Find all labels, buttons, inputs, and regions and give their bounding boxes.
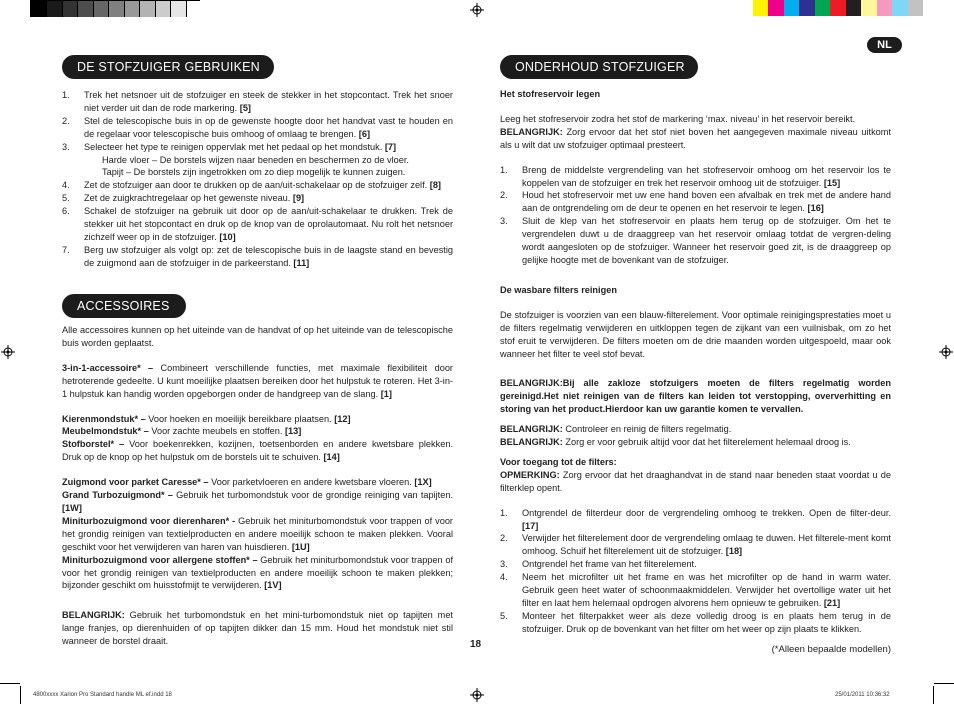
accessory-item — [62, 413, 453, 426]
filters-warning: BELANGRIJK:Bij alle zakloze stofzuigers moeten de filters regelmatig worden gereinigd.Het niet reinigen van de filters kan leiden tot verstopping, oververhitting en storing van het product.Hierdoor kan uw garantie komen te vervallen. — [500, 378, 891, 415]
grayscale-calibration-bar — [30, 0, 200, 17]
list-number: 4. — [62, 180, 70, 191]
figure-ref: [10] — [219, 231, 236, 242]
registration-mark-icon — [470, 3, 484, 17]
figure-ref: [6] — [358, 128, 371, 139]
list-text: Zet de zuigkrachtregelaar op het gewenste niveau. — [84, 193, 293, 204]
registration-mark-icon — [1, 345, 15, 359]
accessories-group-small-tools — [62, 413, 453, 465]
reservoir-heading: Het stofreservoir legen — [500, 89, 601, 99]
figure-ref: [7] — [384, 141, 397, 152]
figure-ref: [17] — [522, 520, 539, 531]
list-text: Schakel de stofzuiger na gebruik uit door op de aan/uit-schakelaar te drukken. Trek de stekker uit het stopcontact en druk op de knop van de oprolautomaat. Nu rolt het netsnoer zichzelf weer op in de stofzuiger. — [84, 206, 453, 242]
list-number: 1. — [500, 507, 508, 518]
list-number: 3. — [62, 141, 70, 152]
color-swatch — [846, 0, 861, 16]
list-item — [62, 179, 453, 192]
list-item — [500, 571, 891, 610]
language-badge: NL — [867, 37, 902, 53]
figure-ref: [16] — [807, 203, 824, 214]
accessory-description: Voor boekenrekken, kozijnen, toetsenborden en andere kwetsbare plekken. Druk op de knop op het hulpstuk om de borstels uit te schuiven. — [62, 439, 454, 463]
accessory-description: Gebruik het miniturbomondstuk voor trappen of voor het grondig reinigen van textielproducten en andere moeilijk schoon te maken plekken. Vooral geschikt voor het verwijderen van haren van huisdieren. — [62, 515, 453, 552]
accessory-name: Miniturbozuigmond voor dierenharen* - — [62, 515, 239, 526]
section-title-usage: DE STOFZUIGER GEBRUIKEN — [62, 55, 274, 79]
color-swatch — [815, 0, 830, 16]
accessories-column — [62, 324, 453, 648]
list-item — [62, 244, 453, 270]
turbo-important-note: BELANGRIJK: Gebruik het turbomondstuk en het mini-turbomondstuk niet op tapijten met lange franjes, op dierenhuiden of op tapijten dikker dan 15 mm. Houd het mondstuk niet stil wanneer de borstel draait. — [62, 610, 453, 647]
list-text: Trek het netsnoer uit de stofzuiger en steek de stekker in het stopcontact. Trek het snoer niet verder uit dan de rode markering. — [84, 90, 453, 113]
section-title-accessories: ACCESSOIRES — [62, 294, 186, 318]
list-number: 3. — [500, 559, 508, 570]
gray-swatch — [155, 1, 170, 17]
color-swatch — [830, 0, 845, 16]
accessory-item — [62, 515, 453, 554]
list-number: 4. — [500, 572, 508, 583]
list-text: Breng de middelste vergrendeling van het stofreservoir omhoog om het reservoir los te koppelen van de stofzuiger en trek het reservoir omhoog uit de stofzuiger. — [522, 164, 891, 188]
accessory-item — [62, 489, 453, 515]
list-text: Neem het microfilter uit het frame en was het microfilter op de hand in warm water. Gebruik geen heet water of schoonmaakmiddelen. Verwijder het overtollige water uit het filter en laat hem helemaal opdrogen alvorens hem opnieuw te gebruiken. — [522, 572, 891, 608]
list-item — [500, 164, 891, 190]
print-file-info: 4800xxxx Xarion Pro Standard handle ML ef.indd 18 — [33, 692, 172, 698]
figure-ref: [15] — [823, 177, 841, 188]
accessory-item — [62, 554, 453, 593]
crop-mark — [934, 683, 954, 684]
list-number: 1. — [500, 164, 508, 175]
color-swatch — [908, 0, 923, 16]
figure-ref: [5] — [239, 102, 251, 113]
list-text: Berg uw stofzuiger als volgt op: zet de telescopische buis in de laagste stand en bevestig de zuigmond aan de stofzuiger in de parkeerstand. — [84, 244, 453, 268]
list-item — [500, 215, 891, 267]
filter-access-note: OPMERKING: Zorg ervoor dat het draaghandvat in de stand naar beneden staat voordat u de filterklep opent. — [500, 469, 891, 493]
list-text: Zet de stofzuiger aan door te drukken op de aan/uit-schakelaar op de stofzuiger zelf. — [84, 180, 430, 191]
list-item — [500, 558, 891, 571]
color-swatch — [892, 0, 907, 16]
crop-mark — [933, 686, 934, 704]
right-column — [500, 88, 891, 636]
accessories-intro: Alle accessoires kunnen op het uiteinde van de handvat of op het uiteinde van de telescopische buis worden geplaatst. — [62, 325, 453, 348]
list-subitem: Harde vloer – De borstels wijzen naar beneden en beschermen zo de vloer. — [102, 154, 409, 165]
list-number: 5. — [500, 610, 508, 621]
list-text: Ontgrendel de filterdeur door de vergrendeling omhoog te trekken. Open de filter-deur. — [522, 507, 891, 518]
accessory-name: Kierenmondstuk* – — [62, 413, 149, 424]
filter-access-heading: Voor toegang tot de filters: — [500, 456, 617, 467]
figure-ref: [8] — [429, 180, 441, 191]
color-swatch — [784, 0, 799, 16]
list-number: 1. — [62, 90, 70, 100]
reservoir-steps-list — [500, 164, 891, 267]
accessory-name: Meubelmondstuk* – — [62, 426, 152, 437]
list-number: 2. — [62, 115, 70, 126]
gray-swatch — [108, 1, 123, 17]
list-text: Houd het stofreservoir met uw ene hand boven een afvalbak en trek met de andere hand aan de ontgrendeling om de deur te openen en het reservoir te legen. — [522, 190, 891, 214]
accessory-item — [62, 425, 453, 438]
registration-mark-icon — [939, 345, 953, 359]
filters-important-1: BELANGRIJK: Controleer en reinig de filters regelmatig. — [500, 424, 732, 435]
crop-mark — [20, 686, 21, 704]
figure-ref: [14] — [323, 452, 340, 463]
list-number: 3. — [500, 216, 508, 227]
color-swatch — [753, 0, 768, 16]
figure-ref: [12] — [334, 413, 351, 424]
list-item — [62, 115, 453, 141]
gray-swatch — [124, 1, 139, 17]
left-column — [62, 89, 453, 270]
print-date-info: 25/01/2011 10:36:32 — [835, 692, 890, 698]
figure-ref: [18] — [725, 546, 743, 557]
accessory-item — [62, 476, 453, 489]
accessory-description: Voor zachte meubels en stoffen. — [151, 426, 285, 437]
color-calibration-bar — [753, 0, 923, 17]
accessory-item — [62, 438, 453, 464]
list-number: 2. — [500, 190, 508, 201]
list-item — [500, 189, 891, 215]
reservoir-intro: Leeg het stofreservoir zodra het stof de markering ‘max. niveau’ in het reservoir bereikt. — [500, 113, 856, 124]
list-item — [62, 192, 453, 205]
accessories-group-nozzles — [62, 476, 453, 592]
list-text: Stel de telescopische buis in op de gewenste hoogte door het handvat vast te houden en de regelaar voor telescopische buis omhoog of omlaag te brengen. — [84, 115, 453, 139]
figure-ref: [9] — [292, 193, 305, 204]
gray-swatch — [170, 1, 185, 17]
list-number: 5. — [62, 193, 70, 204]
figure-ref: [1U] — [291, 541, 310, 552]
accessory-name: Grand Turbozuigmond* – — [62, 490, 177, 501]
accessory-name: Miniturbozuigmond voor allergene stoffen* – — [62, 554, 261, 565]
gray-swatch — [77, 1, 92, 17]
list-text: Selecteer het type te reinigen oppervlak met het pedaal op het mondstuk. — [84, 141, 385, 152]
gray-swatch — [93, 1, 108, 17]
accessory-description: Voor hoeken en moeilijk bereikbare plaatsen. — [148, 413, 335, 424]
accessory-name: Zuigmond voor parket Caresse* – — [62, 477, 212, 488]
list-text: Sluit de klep van het stofreservoir en plaats hem terug op de stofzuiger. Om het te vergrendelen duwt u de draaggreep van het reservoir omlaag totdat de vergren-deling wordt aangesloten op de stofzuiger. Wanneer het reservoir goed zit, is de draaggreep op gelijke hoogte met de bovenkant van de stofzuiger. — [522, 216, 891, 265]
filters-intro: De stofzuiger is voorzien van een blauw-filterelement. Voor optimale reinigingsprestaties moet u de filters regelmatig verwijderen en uitkloppen tegen de zijkant van een vuilnisbak, om zo het stof eruit te verwijderen. De filters moeten om de drie maanden worden uitgespoeld, maar ook wanneer het filter te veel stof bevat. — [500, 309, 891, 359]
gray-swatch — [186, 1, 201, 17]
figure-ref: [1X] — [414, 477, 432, 488]
filters-important-2: BELANGRIJK: Zorg er voor gebruik altijd voor dat het filterelement helemaal droog is. — [500, 437, 851, 448]
list-number: 6. — [62, 206, 70, 217]
color-swatch — [877, 0, 892, 16]
list-text: Monteer het filterpakket weer als deze volledig droog is en plaats hem terug in de stofzuiger. Druk op de bovenkant van het filter om het weer op zijn plaats te klikken. — [522, 610, 891, 634]
list-item — [62, 205, 453, 244]
accessory-3in1: 3-in-1-accessoire* – Combineert verschillende functies, met maximale flexibiliteit door hetroterende gedeelte. U kunt moeilijke plaatsen bereiken door het hulpstuk te roteren. Het 3-in-1 hulpstuk kan handig worden opgeborgen onder de handgreep van de slang. [1] — [62, 362, 453, 399]
accessory-name: Stofborstel* – — [62, 439, 130, 450]
page-number: 18 — [470, 639, 482, 650]
color-swatch — [861, 0, 876, 16]
gray-swatch — [46, 1, 61, 17]
figure-ref: [1V] — [264, 580, 282, 591]
list-item — [62, 141, 453, 154]
list-item — [500, 532, 891, 558]
footnote: (*Alleen bepaalde modellen) — [771, 644, 891, 655]
gray-swatch — [62, 1, 77, 17]
list-item — [500, 507, 891, 533]
accessory-description: Gebruik het turbomondstuk voor de grondige reiniging van tapijten. — [176, 490, 453, 501]
reservoir-important: BELANGRIJK: Zorg ervoor dat het stof niet boven het aangegeven maximale niveau uitkomt als u wilt dat uw stofzuiger optimaal presteert. — [500, 126, 891, 150]
accessory-description: Voor parketvloeren en andere kwetsbare vloeren. — [211, 477, 415, 488]
list-subitem: Tapijt – De borstels zijn ingetrokken om zo diep mogelijk te kunnen zuigen. — [102, 167, 406, 178]
list-text: Verwijder het filterelement door de vergrendeling omlaag te duwen. Het filterele-ment komt omhoog. Schuif het filterelement uit de stofzuiger. — [522, 533, 891, 557]
figure-ref: [1W] — [62, 502, 82, 513]
figure-ref: [21] — [823, 598, 841, 608]
list-number: 7. — [62, 244, 70, 255]
color-swatch — [768, 0, 783, 16]
color-swatch — [799, 0, 814, 16]
usage-steps-list — [62, 89, 453, 270]
list-text: Ontgrendel het frame van het filterelement. — [522, 559, 697, 570]
crop-mark — [0, 683, 20, 684]
gray-swatch — [139, 1, 154, 17]
registration-mark-icon — [470, 688, 484, 702]
list-number: 2. — [500, 533, 508, 544]
gray-swatch — [31, 1, 46, 17]
filter-steps-list — [500, 507, 891, 636]
figure-ref: [11] — [293, 257, 310, 268]
list-item — [500, 610, 891, 636]
accessory-description: Gebruik het miniturbomondstuk voor trappen of voor het grondig reinigen van textielproducten en andere moeilijk schoon te maken plekken; bijzonder geschikt om huisstofmijt te verwijderen. — [62, 554, 453, 591]
filters-heading: De wasbare filters reinigen — [500, 284, 617, 295]
list-item — [62, 89, 453, 115]
section-title-maintenance: ONDERHOUD STOFZUIGER — [500, 55, 698, 79]
figure-ref: [13] — [285, 426, 302, 437]
